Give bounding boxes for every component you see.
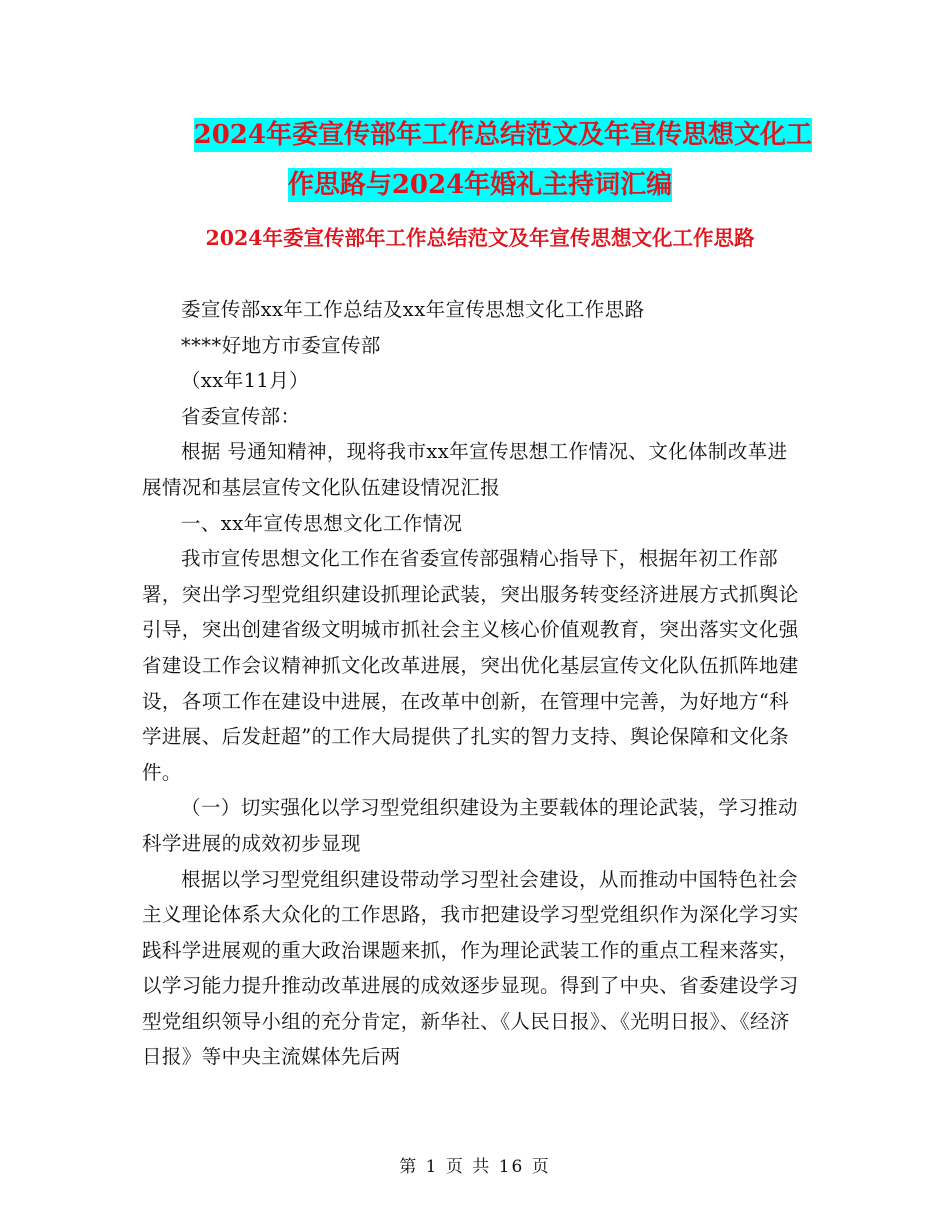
title-line-1: 2024年委宣传部年工作总结范文及年宣传思想文化工 (193, 120, 812, 150)
paragraph: 省委宣传部： (181, 404, 301, 428)
paragraph: 委宣传部xx年工作总结及xx年宣传思想文化工作思路 (181, 298, 645, 321)
section-heading: 2024年委宣传部年工作总结范文及年宣传思想文化工作思路 (205, 226, 755, 250)
paragraph: 一、xx年宣传思想文化工作情况 (181, 511, 463, 535)
paragraph: 根据以学习型党组织建设带动学习型社会建设，从而推动中国特色社会主义理论体系大众化的工作思路，我市把建设学习型党组织作为深化学习实践科学进展观的重大政治课题来抓，作为理论武装工作的重点工程来落实，以学习能力提升推动改革进展的成效逐步显现。得到了中央、省委建设学习型党组织领导小组的充分肯定，新华社、《人民日报》、《光明日报》、《经济日报》等中央主流媒体先后两 (142, 867, 799, 1069)
title-line-2: 作思路与2024年婚礼主持词汇编 (287, 170, 673, 200)
page-number-footer: 第 1 页 共 16 页 (399, 1157, 551, 1177)
paragraph: 根据 号通知精神，现将我市xx年宣传思想工作情况、文化体制改革进展情况和基层宣传文化队伍建设情况汇报 (142, 440, 788, 499)
paragraph: ****好地方市委宣传部 (181, 333, 381, 357)
paragraph: 我市宣传思想文化工作在省委宣传部强精心指导下，根据年初工作部署，突出学习型党组织建设抓理论武装，突出服务转变经济进展方式抓舆论引导，突出创建省级文明城市抓社会主义核心价值观教育，突出落实文化强省建设工作会议精神抓文化改革进展，突出优化基层宣传文化队伍抓阵地建设，各项工作在建设中进展，在改革中创新，在管理中完善，为好地方“科学进展、后发赶超”的工作大局提供了扎实的智力支持、舆论保障和文化条件。 (142, 547, 799, 784)
paragraph: （xx年11月） (181, 369, 310, 393)
document-body (142, 292, 802, 1075)
document-title (140, 110, 820, 210)
paragraph: （一）切实强化以学习型党组织建设为主要载体的理论武装，学习推动科学进展的成效初步显现 (142, 796, 798, 855)
